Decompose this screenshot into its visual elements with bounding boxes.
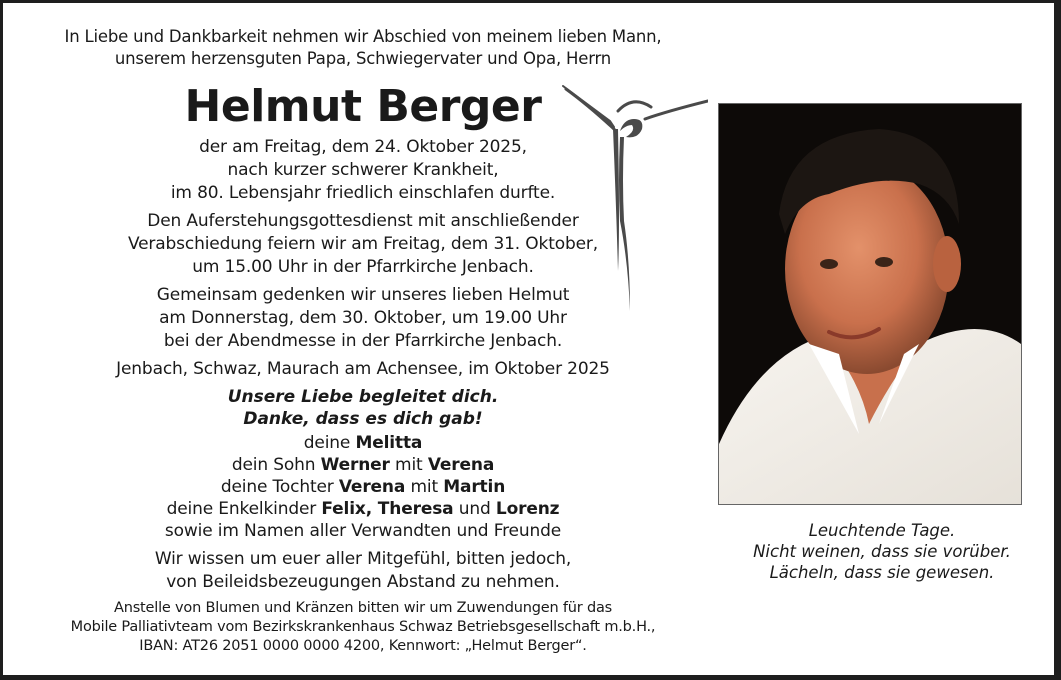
portrait-photo bbox=[718, 103, 1022, 505]
mourner-grandchildren: deine Enkelkinder Felix, Theresa und Lorenz bbox=[166, 499, 560, 519]
mourner-name: Verena bbox=[338, 477, 406, 497]
condolence-line-2: von Beileidsbezeugungen Abstand zu nehmen. bbox=[166, 572, 560, 592]
mourner-name: Melitta bbox=[355, 433, 423, 453]
mourners-closing: sowie im Namen aller Verwandten und Freunde bbox=[164, 521, 562, 541]
donation-line-2: Mobile Palliativteam vom Bezirkskrankenhaus Schwaz Betriebsgesellschaft m.b.H., bbox=[70, 619, 656, 635]
donation-line-1: Anstelle von Blumen und Kränzen bitten wir um Zuwendungen für das bbox=[113, 600, 612, 616]
quote-line-3: Lächeln, dass sie gewesen. bbox=[769, 563, 995, 582]
mourner-name: Werner bbox=[320, 455, 390, 475]
place-date: Jenbach, Schwaz, Maurach am Achensee, im Oktober 2025 bbox=[116, 359, 610, 379]
mourner-wife: deine Melitta bbox=[303, 433, 423, 453]
condolence-line-1: Wir wissen um euer aller Mitgefühl, bitten jedoch, bbox=[154, 549, 572, 569]
death-line-2: nach kurzer schwerer Krankheit, bbox=[227, 160, 499, 180]
quote-line-2: Nicht weinen, dass sie vorüber. bbox=[753, 542, 1011, 561]
mourner-name: Lorenz bbox=[495, 499, 560, 519]
intro-line-2: unserem herzensguten Papa, Schwiegervater und Opa, Herrn bbox=[114, 49, 612, 68]
portrait-image bbox=[719, 104, 1021, 504]
motto-line-1: Unsere Liebe begleitet dich. bbox=[227, 387, 499, 407]
crucifix-figure-icon bbox=[558, 81, 708, 316]
mourner-name: Martin bbox=[443, 477, 506, 497]
donation-line-3: IBAN: AT26 2051 0000 0000 4200, Kennwort: „Helmut Berger“. bbox=[139, 638, 587, 654]
memorial-line-3: bei der Abendmesse in der Pfarrkirche Jenbach. bbox=[163, 331, 563, 351]
intro-line-1: In Liebe und Dankbarkeit nehmen wir Abschied von meinem lieben Mann, bbox=[64, 27, 662, 46]
mourner-daughter: deine Tochter Verena mit Martin bbox=[220, 477, 506, 497]
mourner-name: Verena bbox=[427, 455, 495, 475]
memorial-line-2: am Donnerstag, dem 30. Oktober, um 19.00 Uhr bbox=[159, 308, 567, 328]
quote-line-1: Leuchtende Tage. bbox=[808, 521, 956, 540]
funeral-line-2: Verabschiedung feiern wir am Freitag, dem 31. Oktober, bbox=[127, 234, 599, 254]
obituary-notice bbox=[3, 3, 1054, 675]
memorial-line-1: Gemeinsam gedenken wir unseres lieben Helmut bbox=[156, 285, 570, 305]
motto-line-2: Danke, dass es dich gab! bbox=[243, 409, 483, 429]
deceased-name: Helmut Berger bbox=[184, 81, 542, 132]
mourner-son: dein Sohn Werner mit Verena bbox=[231, 455, 495, 475]
funeral-line-3: um 15.00 Uhr in der Pfarrkirche Jenbach. bbox=[192, 257, 534, 277]
death-line-3: im 80. Lebensjahr friedlich einschlafen durfte. bbox=[170, 183, 556, 203]
funeral-line-1: Den Auferstehungsgottesdienst mit anschließender bbox=[147, 211, 579, 231]
mourner-name: Felix, Theresa bbox=[321, 499, 454, 519]
death-line-1: der am Freitag, dem 24. Oktober 2025, bbox=[199, 137, 527, 157]
